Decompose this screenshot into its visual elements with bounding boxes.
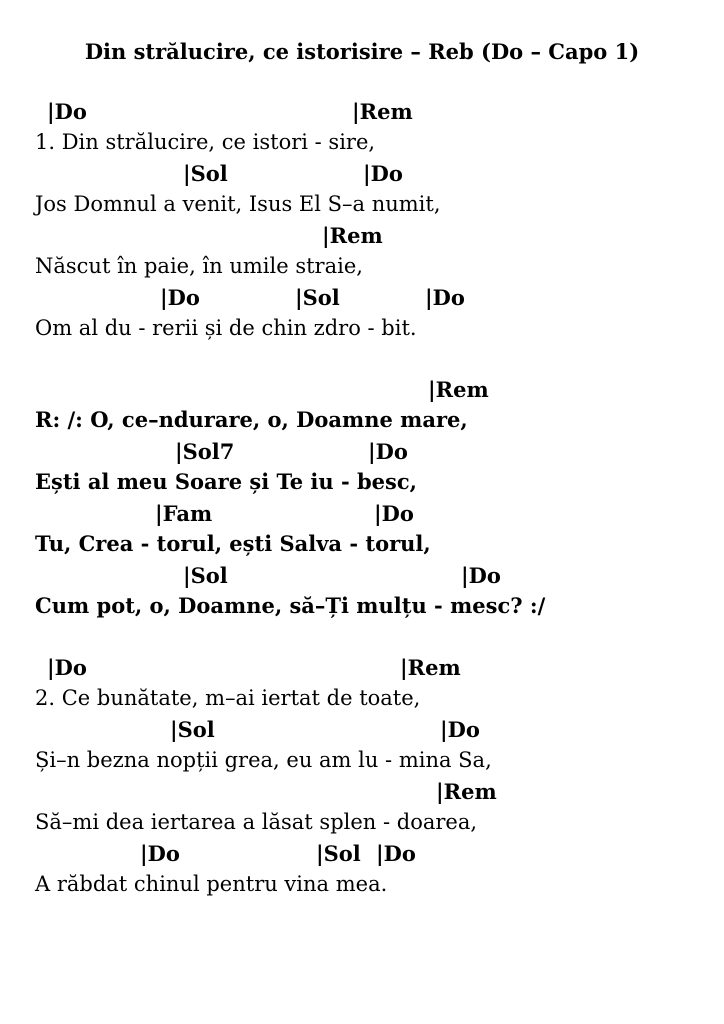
chord: |Sol bbox=[183, 161, 228, 186]
verse-1-line-3: Născut în paie, în umile straie, bbox=[35, 254, 363, 278]
chord: |Sol bbox=[295, 285, 340, 310]
verse-2-line-1: 2. Ce bunătate, m–ai iertat de toate, bbox=[35, 686, 421, 710]
song-title: Din strălucire, ce istorisire – Reb (Do – Capo 1) bbox=[84, 39, 640, 64]
chord: |Rem bbox=[322, 223, 383, 248]
verse-2-line-2: Și–n bezna nopții grea, eu am lu - mina Sa, bbox=[35, 748, 492, 772]
chorus-line-4: Cum pot, o, Doamne, să–Ți mulțu - mesc? :/ bbox=[35, 593, 546, 618]
chord: |Do bbox=[376, 841, 416, 866]
chord: |Do bbox=[160, 285, 200, 310]
chord: |Sol bbox=[316, 841, 361, 866]
chord: |Rem bbox=[352, 99, 413, 124]
verse-2-line-3: Să–mi dea iertarea a lăsat splen - doarea, bbox=[35, 810, 478, 834]
chorus-line-3: Tu, Crea - torul, ești Salva - torul, bbox=[35, 531, 431, 556]
chord: |Do bbox=[363, 161, 403, 186]
chord: |Rem bbox=[400, 655, 461, 680]
chord: |Sol7 bbox=[175, 439, 235, 464]
chord: |Do bbox=[47, 99, 87, 124]
chord: |Sol bbox=[183, 563, 228, 588]
chord: |Sol bbox=[170, 717, 215, 742]
chorus-line-2: Ești al meu Soare și Te iu - besc, bbox=[35, 469, 417, 494]
chord: |Do bbox=[47, 655, 87, 680]
chord: |Do bbox=[440, 717, 480, 742]
verse-1-line-1: 1. Din strălucire, ce istori - sire, bbox=[35, 130, 376, 154]
chord: |Do bbox=[368, 439, 408, 464]
chord: |Do bbox=[140, 841, 180, 866]
chord: |Fam bbox=[155, 501, 213, 526]
chord: |Do bbox=[425, 285, 465, 310]
verse-1-line-4: Om al du - rerii și de chin zdro - bit. bbox=[35, 316, 417, 340]
chord: |Do bbox=[374, 501, 414, 526]
chord: |Do bbox=[461, 563, 501, 588]
chord: |Rem bbox=[428, 377, 489, 402]
chord: |Rem bbox=[436, 779, 497, 804]
verse-1-line-2: Jos Domnul a venit, Isus El S–a numit, bbox=[35, 192, 441, 216]
verse-2-line-4: A răbdat chinul pentru vina mea. bbox=[35, 872, 388, 896]
chorus-line-1: R: /: O, ce–ndurare, o, Doamne mare, bbox=[35, 407, 468, 432]
